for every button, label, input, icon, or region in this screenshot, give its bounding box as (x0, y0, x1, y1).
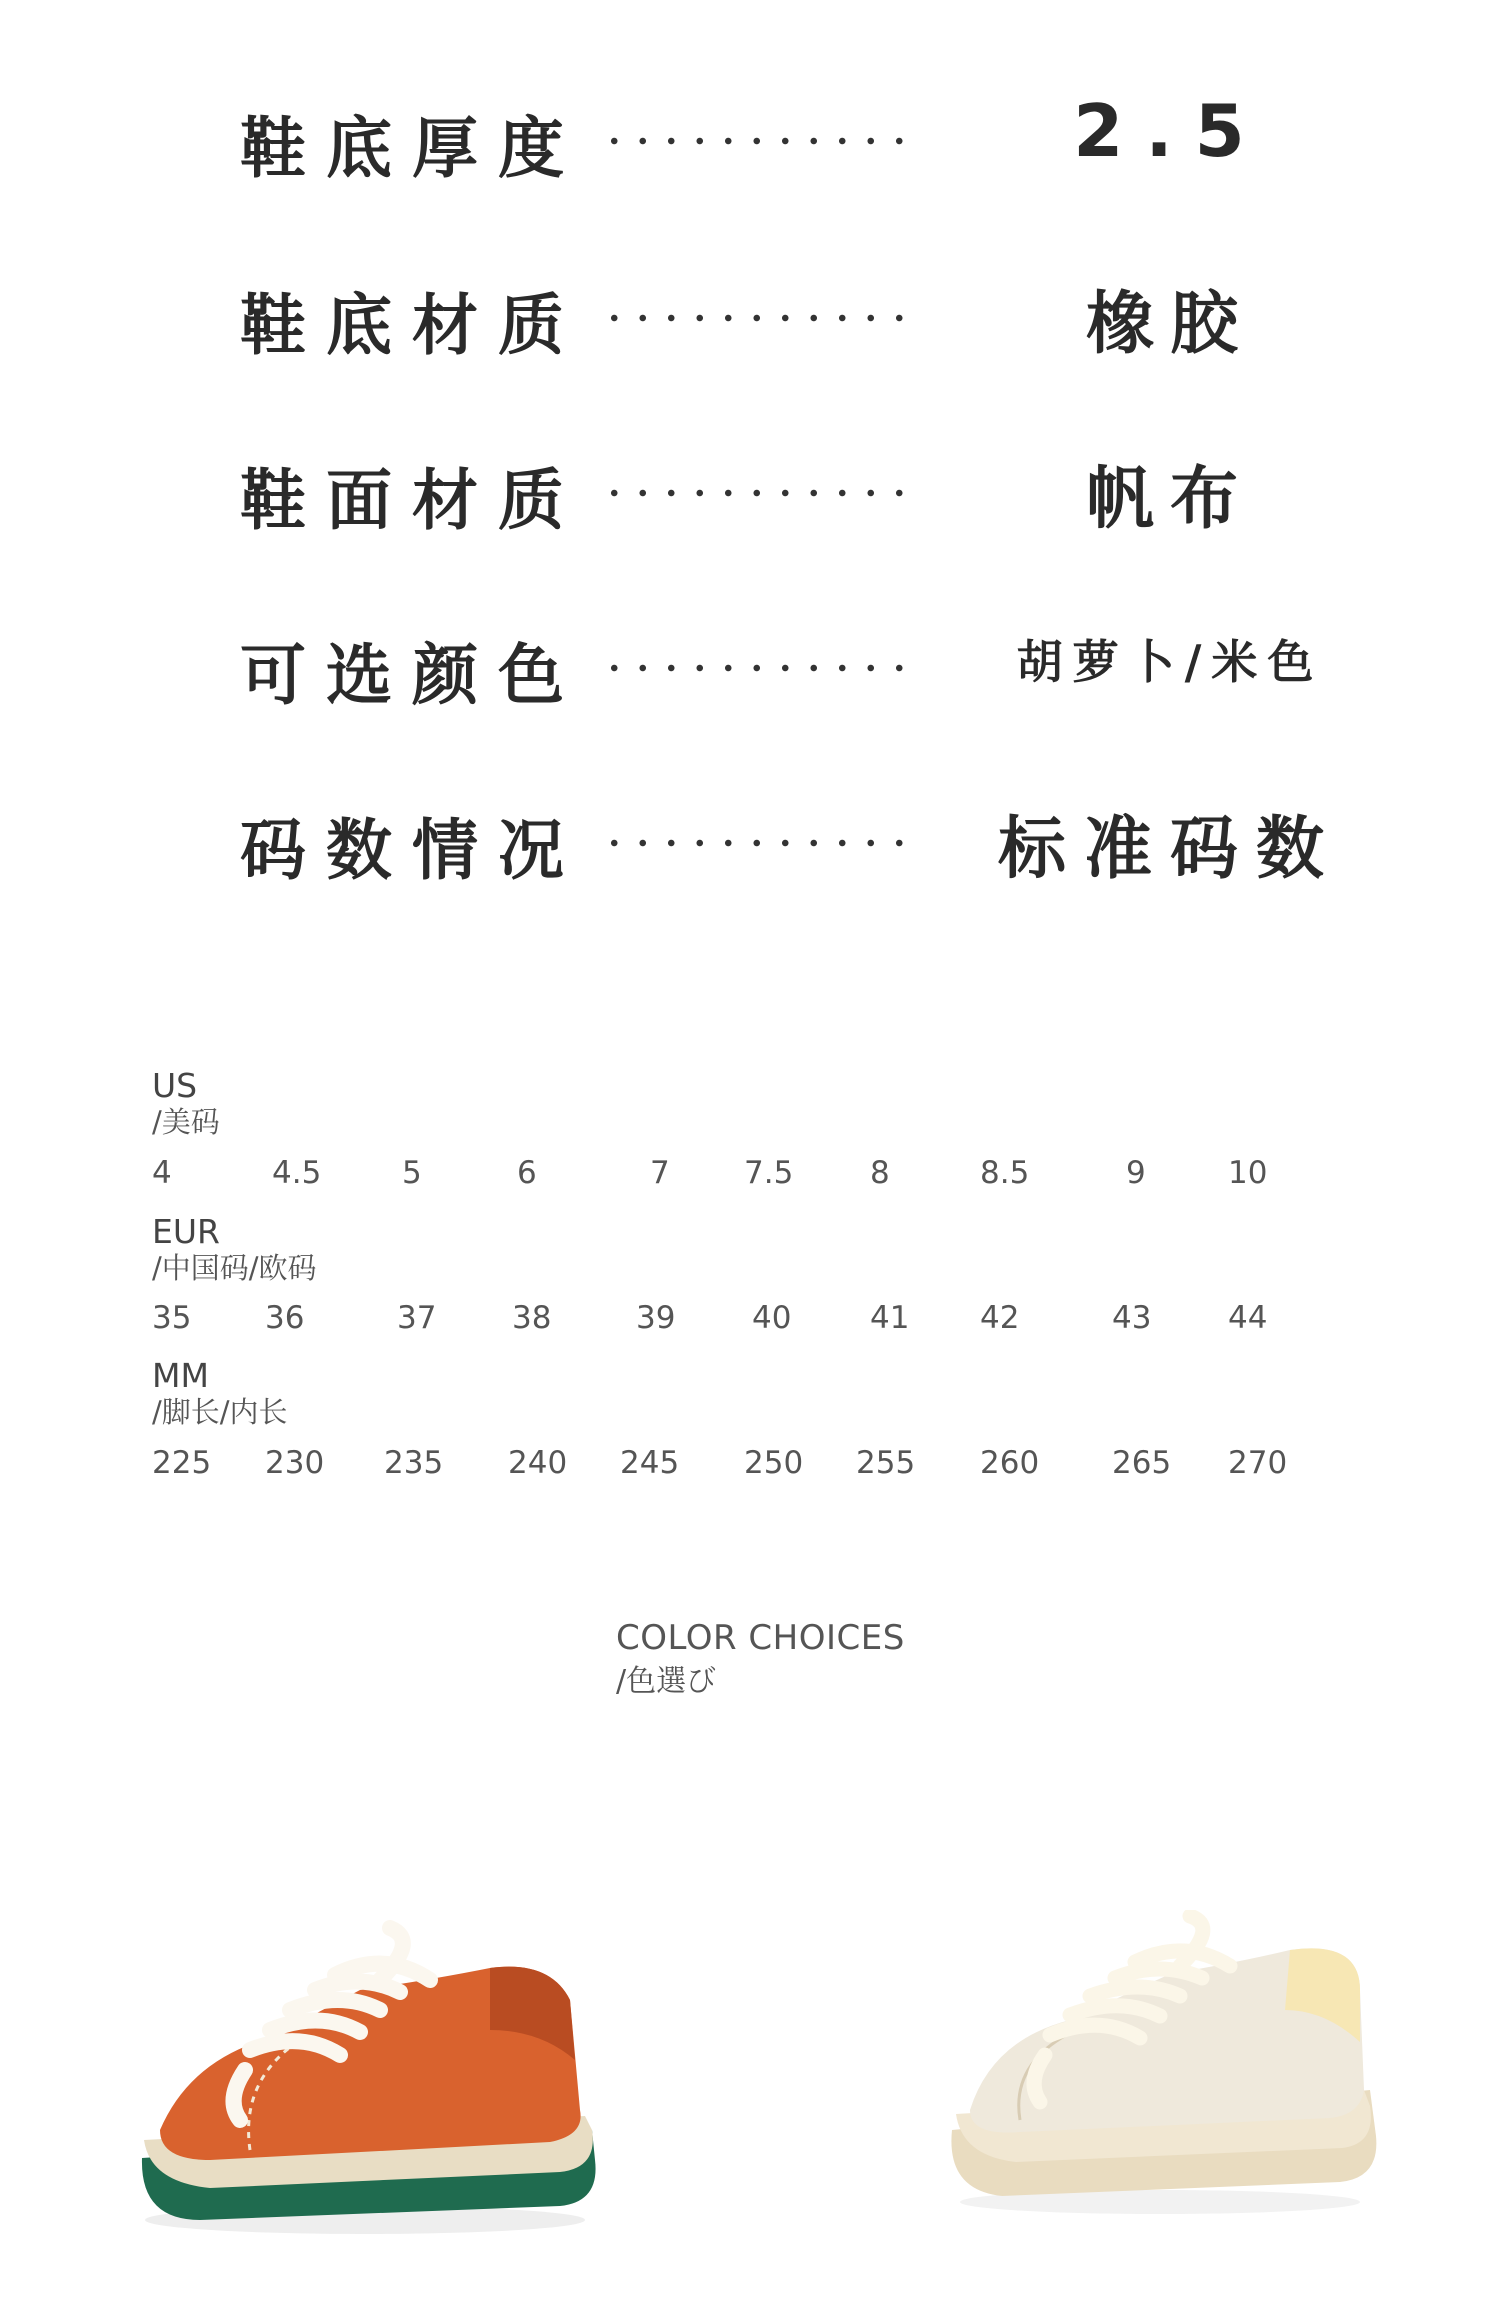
size-cell-eur: 35 (152, 1300, 192, 1336)
spec-label: 鞋面材质 (240, 462, 584, 539)
spec-row-sole-thickness (0, 75, 1500, 187)
size-cell-mm: 225 (152, 1445, 212, 1481)
spec-label: 可选颜色 (240, 637, 584, 714)
spec-label: 鞋底厚度 (240, 110, 584, 187)
size-cell-mm: 250 (744, 1445, 804, 1481)
spec-value: 帆布 (1085, 460, 1254, 539)
spec-value: 胡萝卜/米色 (1016, 635, 1324, 689)
size-cell-eur: 37 (397, 1300, 437, 1336)
size-cell-eur: 44 (1228, 1300, 1268, 1336)
size-cell-eur: 39 (636, 1300, 676, 1336)
size-head-title: MM (152, 1356, 209, 1395)
size-cell-eur: 38 (512, 1300, 552, 1336)
spec-row-sole-material (0, 252, 1500, 364)
size-cell-us: 10 (1228, 1155, 1268, 1191)
size-cell-eur: 41 (870, 1300, 910, 1336)
color-choices-subtitle: /色選び (616, 1664, 717, 1699)
size-cell-us: 7 (650, 1155, 670, 1191)
spec-row-sizing (0, 777, 1500, 889)
size-head-title: US (152, 1066, 198, 1105)
size-cell-us: 4 (152, 1155, 172, 1191)
size-head-eur (152, 1214, 317, 1286)
spec-value: 标准码数 (997, 810, 1342, 889)
size-cell-eur: 36 (265, 1300, 305, 1336)
spec-row-upper-material (0, 427, 1500, 539)
size-cell-mm: 255 (856, 1445, 916, 1481)
size-cell-mm: 230 (265, 1445, 325, 1481)
size-cell-mm: 265 (1112, 1445, 1172, 1481)
spec-row-colors (0, 602, 1500, 714)
size-cell-mm: 260 (980, 1445, 1040, 1481)
size-row-mm (0, 1445, 1500, 1485)
spec-label: 鞋底材质 (240, 287, 584, 364)
size-cell-us: 8.5 (980, 1155, 1030, 1191)
spec-value: 橡胶 (1085, 285, 1254, 364)
size-row-eur (0, 1300, 1500, 1340)
size-cell-mm: 270 (1228, 1445, 1288, 1481)
dotted-leader (600, 137, 910, 145)
spec-value: 2.5 (1073, 89, 1267, 173)
size-cell-us: 4.5 (272, 1155, 322, 1191)
size-cell-mm: 240 (508, 1445, 568, 1481)
size-cell-eur: 40 (752, 1300, 792, 1336)
spec-label: 码数情况 (240, 812, 584, 889)
size-cell-mm: 235 (384, 1445, 444, 1481)
size-cell-mm: 245 (620, 1445, 680, 1481)
size-head-subtitle: /美码 (152, 1105, 220, 1139)
dotted-leader (600, 489, 910, 497)
size-head-mm (152, 1358, 288, 1430)
size-head-subtitle: /中国码/欧码 (152, 1251, 317, 1285)
size-cell-eur: 43 (1112, 1300, 1152, 1336)
size-head-title: EUR (152, 1212, 220, 1251)
size-row-us (0, 1155, 1500, 1195)
carrot-shoe-image (130, 1920, 610, 2240)
beige-shoe-image (940, 1910, 1400, 2230)
size-cell-us: 8 (870, 1155, 890, 1191)
size-head-subtitle: /脚长/内长 (152, 1395, 288, 1429)
dotted-leader (600, 664, 910, 672)
size-cell-us: 9 (1126, 1155, 1146, 1191)
size-cell-eur: 42 (980, 1300, 1020, 1336)
size-cell-us: 5 (402, 1155, 422, 1191)
size-cell-us: 6 (517, 1155, 537, 1191)
size-head-us (152, 1068, 220, 1140)
size-cell-us: 7.5 (744, 1155, 794, 1191)
color-choices-title: COLOR CHOICES (616, 1618, 905, 1658)
dotted-leader (600, 839, 910, 847)
dotted-leader (600, 314, 910, 322)
